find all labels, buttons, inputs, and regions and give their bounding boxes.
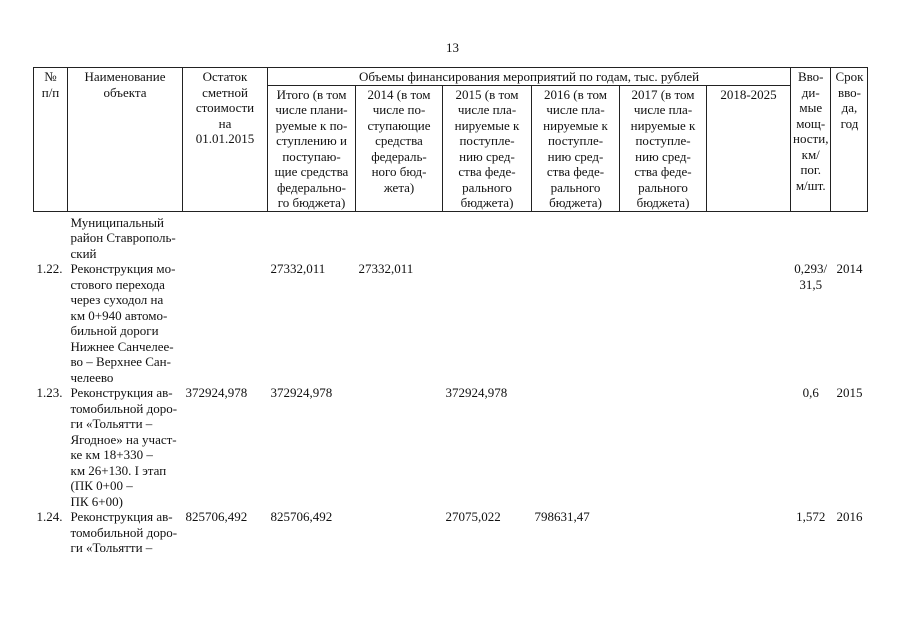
row-term: 2014 <box>836 261 863 276</box>
row-term: 2016 <box>836 509 863 524</box>
row-2017 <box>620 385 707 509</box>
header-term: Срок вво- да, год <box>831 68 868 212</box>
financing-table <box>33 67 868 556</box>
row-2016 <box>532 385 620 509</box>
row-name: Реконструкция ав- томобильной доро- ги «Тольятти – Ягодное» на участ- ке км 18+330 – км 26+130. I этап (ПК 0+00 – ПК 6+00) <box>70 385 178 509</box>
row-capacity: 0,293/ 31,5 <box>794 261 828 292</box>
row-2014 <box>356 385 443 509</box>
header-capacity: Вво- ди- мые мощ- ности, км/ пог. м/шт. <box>791 68 831 212</box>
table-row <box>34 261 868 385</box>
table-row <box>34 509 868 556</box>
row-2017 <box>620 509 707 556</box>
row-num: 1.23. <box>36 385 63 400</box>
header-total: Итого (в том числе плани- руемые к по- ступлению и поступаю- щие средства федерально- го бюджета) <box>268 85 356 211</box>
row-2016 <box>532 261 620 385</box>
row-2014: 27332,011 <box>358 261 414 276</box>
header-funding-group: Объемы финансирования мероприятий по годам, тыс. рублей <box>268 68 791 86</box>
row-2018-2025 <box>707 509 791 556</box>
row-2018-2025 <box>707 385 791 509</box>
row-remaining <box>183 261 268 385</box>
header-2014: 2014 (в том числе по- ступающие средства федераль- ного бюд- жета) <box>356 85 443 211</box>
header-2017: 2017 (в том числе пла- нируемые к поступле- нию сред- ства феде- рального бюджета) <box>620 85 707 211</box>
row-2015: 372924,978 <box>445 385 508 400</box>
row-2015: 27075,022 <box>445 509 501 524</box>
header-2016: 2016 (в том числе пла- нируемые к поступле- нию сред- ства феде- рального бюджета) <box>532 85 620 211</box>
row-num: 1.22. <box>36 261 63 276</box>
row-remaining: 825706,492 <box>185 509 248 524</box>
row-name: Реконструкция ав- томобильной доро- ги «Тольятти – <box>70 509 178 555</box>
group-title: Муниципальный район Ставрополь- ский <box>70 214 176 261</box>
row-name: Реконструкция мо- стового перехода через суходол на км 0+940 автомо- бильной дороги Нижнее Санчелее- во – Верхнее Сан- челеево <box>70 261 176 385</box>
row-total: 27332,011 <box>270 261 326 276</box>
row-total: 825706,492 <box>270 509 333 524</box>
row-2017 <box>620 261 707 385</box>
row-term: 2015 <box>836 385 863 400</box>
row-remaining: 372924,978 <box>185 385 248 400</box>
header-2015: 2015 (в том числе пла- нируемые к поступле- нию сред- ства феде- рального бюджета) <box>443 85 532 211</box>
page-number: 13 <box>446 40 459 55</box>
header-name: Наименование объекта <box>68 68 183 212</box>
row-2015 <box>443 261 532 385</box>
row-capacity: 1,572 <box>796 509 826 524</box>
row-capacity: 0,6 <box>802 385 819 400</box>
row-2014 <box>356 509 443 556</box>
row-total: 372924,978 <box>270 385 333 400</box>
row-num: 1.24. <box>36 509 63 524</box>
row-2018-2025 <box>707 261 791 385</box>
row-2016: 798631,47 <box>534 509 590 524</box>
header-2018-2025: 2018-2025 <box>707 85 791 211</box>
header-num: № п/п <box>34 68 68 212</box>
group-row <box>34 211 868 261</box>
header-row-1 <box>34 68 868 86</box>
table-row <box>34 385 868 509</box>
header-remaining: Остаток сметной стоимости на 01.01.2015 <box>183 68 268 212</box>
